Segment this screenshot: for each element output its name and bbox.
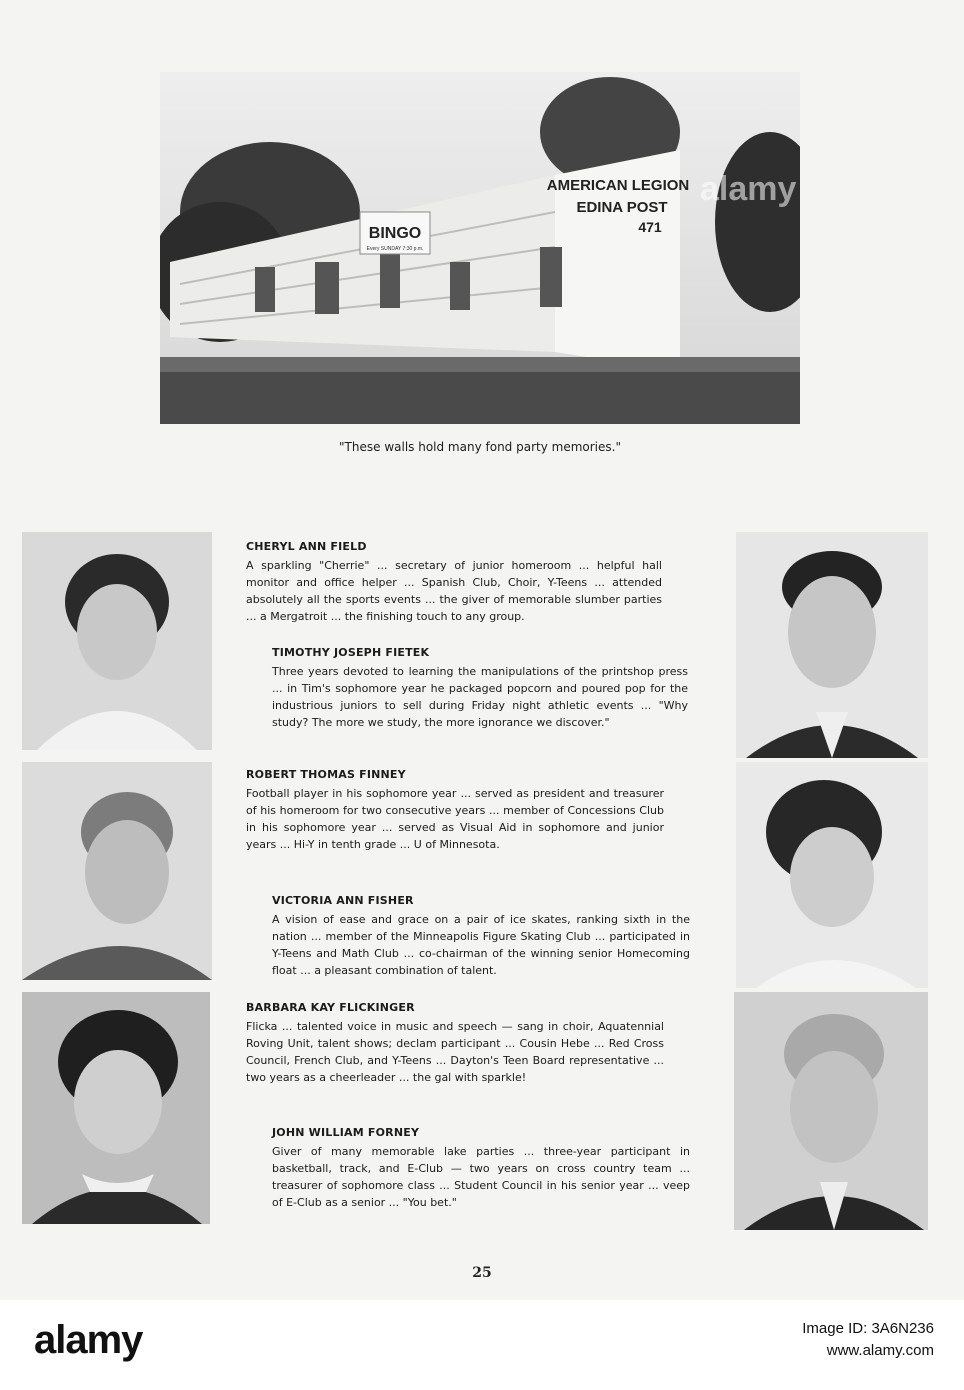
alamy-logo[interactable]: alamy	[34, 1318, 143, 1362]
watermark: alamy	[700, 170, 797, 208]
legion-post-illustration	[160, 72, 800, 424]
legion-sign-line1: AMERICAN LEGION	[546, 177, 690, 194]
legion-sign-number: 471	[638, 219, 662, 235]
student-name: CHERYL ANN FIELD	[246, 540, 367, 553]
student-name: ROBERT THOMAS FINNEY	[246, 768, 406, 781]
stock-footer	[0, 1300, 964, 1390]
portrait-barbara	[22, 992, 210, 1224]
bio-cheryl	[246, 540, 662, 625]
window	[315, 262, 339, 314]
bio-victoria	[272, 894, 690, 979]
portrait-silhouette	[22, 762, 212, 980]
student-name: TIMOTHY JOSEPH FIETEK	[272, 646, 430, 659]
bio-timothy	[272, 646, 688, 731]
student-name: JOHN WILLIAM FORNEY	[272, 1126, 420, 1139]
portrait-silhouette	[736, 532, 928, 758]
student-bio: A vision of ease and grace on a pair of ice skates, ranking sixth in the nation ... member of the Minneapolis Figure Skating Club ... participated in Y-Teens and Math Club ... co-chairman of the winning senior Homecoming float ... a pleasant combination of talent.	[272, 913, 690, 977]
image-id: Image ID: 3A6N236	[802, 1320, 934, 1337]
portrait-silhouette	[734, 992, 928, 1230]
door	[380, 248, 400, 308]
photo-caption: "These walls hold many fond party memories."	[339, 440, 621, 454]
bio-john	[272, 1126, 690, 1211]
legion-post-photo	[160, 72, 800, 424]
portrait-john	[734, 992, 928, 1230]
page-number: 25	[472, 1265, 492, 1281]
window	[450, 262, 470, 310]
window	[255, 267, 275, 312]
portrait-silhouette	[22, 532, 212, 750]
portrait-silhouette	[22, 992, 210, 1224]
student-bio: A sparkling "Cherrie" ... secretary of junior homeroom ... helpful hall monitor and office helper ... Spanish Club, Choir, Y-Teens ... attended absolutely all the sports events ... the giver of memorable slumber parties ... a Mergatroit ... the finishing touch to any group.	[246, 559, 662, 623]
bingo-sign-subtext: Every SUNDAY 7:30 p.m.	[366, 246, 424, 252]
bingo-sign-text: BINGO	[368, 225, 422, 242]
portrait-cheryl	[22, 532, 212, 750]
legion-sign-line2: EDINA POST	[576, 199, 668, 216]
portrait-silhouette	[736, 762, 928, 988]
image-info	[802, 1318, 934, 1362]
student-bio: Football player in his sophomore year ... served as president and treasurer of his homeroom for two consecutive years ... member of Concessions Club in his sophomore year ... served as Visual Aid in sophomore and junior years ... Hi-Y in tenth grade ... U of Minnesota.	[246, 787, 664, 851]
student-bio: Giver of many memorable lake parties ... three-year participant in basketball, track, and E-Club — two years on cross country team ... treasurer of sophomore class ... Student Council in his senior year ... veep of E-Club as a senior ... "You bet."	[272, 1145, 690, 1209]
bio-barbara	[246, 1001, 664, 1086]
student-name: BARBARA KAY FLICKINGER	[246, 1001, 415, 1014]
bio-robert	[246, 768, 664, 853]
portrait-victoria	[736, 762, 928, 988]
student-bio: Three years devoted to learning the manipulations of the printshop press ... in Tim's sophomore year he packaged popcorn and poured pop for the industrious juniors to sell during Friday night athletic events ... "Why study? The more we study, the more ignorance we discover."	[272, 665, 688, 729]
student-name: VICTORIA ANN FISHER	[272, 894, 414, 907]
window	[540, 247, 562, 307]
portrait-timothy	[736, 532, 928, 758]
portrait-robert	[22, 762, 212, 980]
student-bio: Flicka ... talented voice in music and speech — sang in choir, Aquatennial Roving Unit, talent shows; declam participant ... Cousin Hebe ... Red Cross Council, French Club, and Y-Teens ... Dayton's Teen Board representative ... two years as a cheerleader ... the gal with sparkle!	[246, 1020, 664, 1084]
site-url[interactable]: www.alamy.com	[826, 1342, 934, 1359]
